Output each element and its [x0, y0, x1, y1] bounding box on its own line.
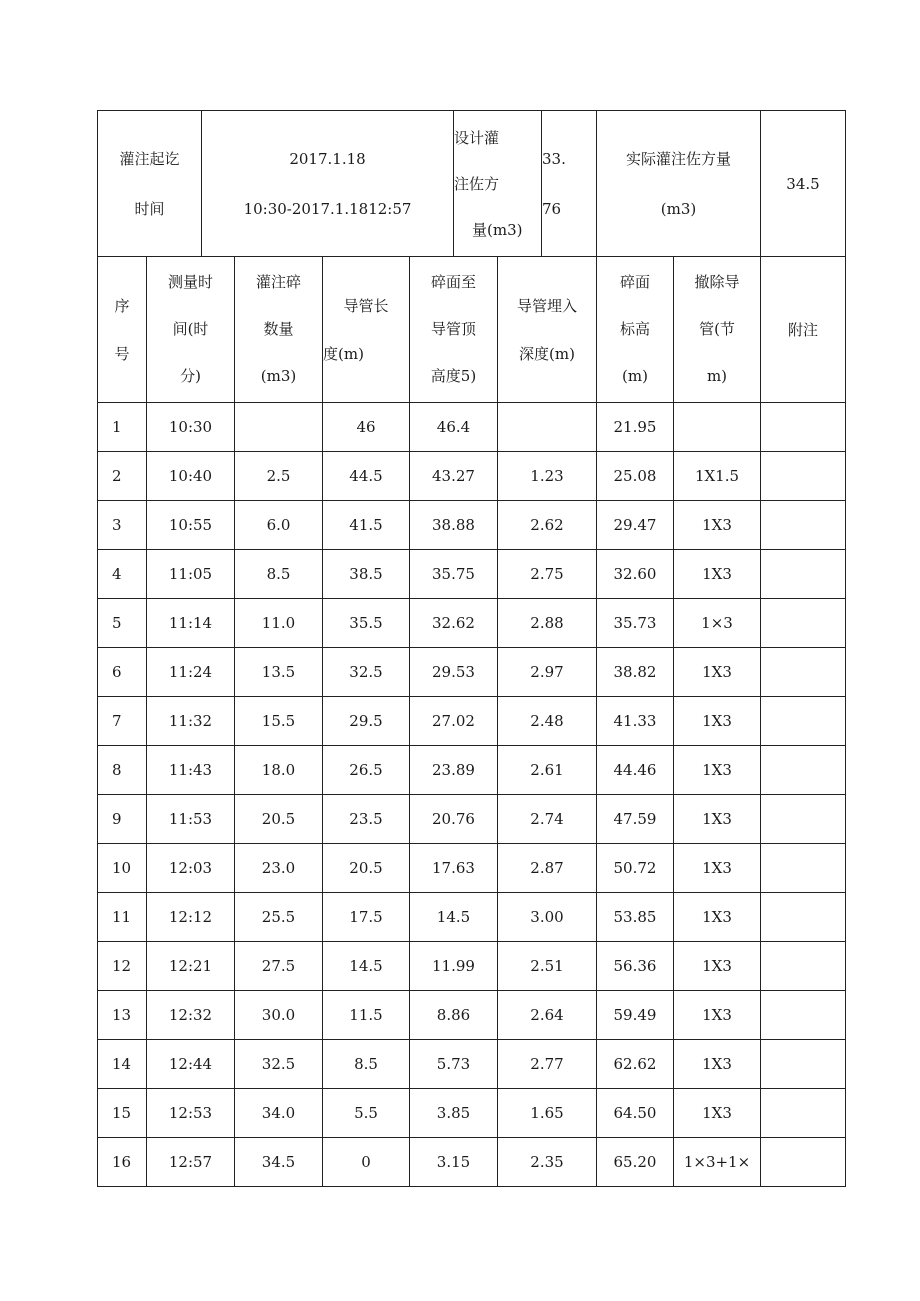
cell-height: 27.02: [410, 697, 498, 746]
summary-row: [98, 111, 846, 257]
cell-pipe-length: 0: [323, 1138, 410, 1187]
cell-height: 23.89: [410, 746, 498, 795]
cell-note: [761, 942, 846, 991]
cell-elevation: 50.72: [597, 844, 674, 893]
table-row: [98, 942, 846, 991]
cell-volume: [235, 403, 323, 452]
cell-removed: 1X3: [674, 501, 761, 550]
table-row: [98, 648, 846, 697]
actual-volume-label: [597, 111, 761, 257]
actual-volume-label-line: 实际灌注佐方量: [625, 149, 731, 168]
cell-note: [761, 452, 846, 501]
cell-removed: 1X1.5: [674, 452, 761, 501]
cell-pipe-length: 20.5: [323, 844, 410, 893]
cell-depth: 2.48: [498, 697, 597, 746]
actual-volume-value: 34.5: [761, 111, 846, 257]
cell-height: 14.5: [410, 893, 498, 942]
cell-pipe-length: 14.5: [323, 942, 410, 991]
cell-volume: 13.5: [235, 648, 323, 697]
cell-removed: 1X3: [674, 795, 761, 844]
pour-time-value-line: 10:30-2017.1.1812:57: [243, 199, 412, 218]
table-row: [98, 599, 846, 648]
cell-time: 12:32: [147, 991, 235, 1040]
cell-note: [761, 403, 846, 452]
col-header-line: 测量时: [167, 273, 213, 291]
cell-elevation: 29.47: [597, 501, 674, 550]
cell-removed: [674, 403, 761, 452]
cell-seq: 5: [98, 599, 147, 648]
table-row: [98, 452, 846, 501]
cell-elevation: 32.60: [597, 550, 674, 599]
cell-height: 20.76: [410, 795, 498, 844]
cell-seq: 10: [98, 844, 147, 893]
cell-removed: 1X3: [674, 746, 761, 795]
cell-volume: 27.5: [235, 942, 323, 991]
cell-removed: 1X3: [674, 697, 761, 746]
col-header-height: [410, 257, 498, 403]
cell-pipe-length: 35.5: [323, 599, 410, 648]
col-header-line: 导管长: [343, 296, 389, 315]
cell-time: 10:55: [147, 501, 235, 550]
col-header-time: [147, 257, 235, 403]
cell-removed: 1X3: [674, 844, 761, 893]
cell-seq: 14: [98, 1040, 147, 1089]
cell-removed: 1X3: [674, 942, 761, 991]
cell-height: 46.4: [410, 403, 498, 452]
cell-seq: 15: [98, 1089, 147, 1138]
col-header-line: 深度(m): [519, 344, 575, 363]
cell-removed: 1X3: [674, 648, 761, 697]
cell-elevation: 59.49: [597, 991, 674, 1040]
cell-time: 12:21: [147, 942, 235, 991]
design-volume-value: [542, 111, 597, 257]
cell-removed: 1×3: [674, 599, 761, 648]
cell-time: 11:43: [147, 746, 235, 795]
cell-note: [761, 1138, 846, 1187]
col-header-line: (m3): [260, 367, 297, 385]
cell-volume: 32.5: [235, 1040, 323, 1089]
cell-depth: 2.51: [498, 942, 597, 991]
cell-elevation: 65.20: [597, 1138, 674, 1187]
table-row: [98, 795, 846, 844]
cell-elevation: 53.85: [597, 893, 674, 942]
col-header-line: 碎面: [619, 273, 650, 291]
cell-height: 29.53: [410, 648, 498, 697]
table-row: [98, 501, 846, 550]
table-row: [98, 991, 846, 1040]
cell-elevation: 38.82: [597, 648, 674, 697]
cell-depth: 2.61: [498, 746, 597, 795]
cell-pipe-length: 23.5: [323, 795, 410, 844]
cell-pipe-length: 29.5: [323, 697, 410, 746]
col-header-line: m): [706, 367, 728, 385]
cell-height: 43.27: [410, 452, 498, 501]
cell-depth: 2.87: [498, 844, 597, 893]
cell-elevation: 41.33: [597, 697, 674, 746]
cell-pipe-length: 41.5: [323, 501, 410, 550]
col-header-line: 序: [114, 296, 130, 315]
col-header-line: 附注: [787, 320, 818, 339]
cell-volume: 2.5: [235, 452, 323, 501]
table-row: [98, 1040, 846, 1089]
cell-time: 12:03: [147, 844, 235, 893]
cell-depth: 2.74: [498, 795, 597, 844]
cell-depth: 2.35: [498, 1138, 597, 1187]
table-row: [98, 550, 846, 599]
cell-volume: 25.5: [235, 893, 323, 942]
col-header-line: 间(时: [172, 320, 209, 338]
cell-removed: 1X3: [674, 1040, 761, 1089]
design-volume-label-line: 设计灌: [454, 128, 500, 147]
cell-removed: 1X3: [674, 893, 761, 942]
cell-height: 3.85: [410, 1089, 498, 1138]
cell-volume: 30.0: [235, 991, 323, 1040]
cell-removed: 1X3: [674, 1089, 761, 1138]
col-header-volume: [235, 257, 323, 403]
column-header-row: [98, 257, 846, 403]
record-rows: [98, 403, 846, 1187]
cell-removed: 1X3: [674, 550, 761, 599]
cell-height: 32.62: [410, 599, 498, 648]
cell-pipe-length: 8.5: [323, 1040, 410, 1089]
cell-note: [761, 795, 846, 844]
col-header-line: (m): [622, 367, 648, 385]
cell-seq: 1: [98, 403, 147, 452]
cell-depth: 2.88: [498, 599, 597, 648]
cell-depth: [498, 403, 597, 452]
cell-note: [761, 599, 846, 648]
cell-volume: 18.0: [235, 746, 323, 795]
design-volume-label-line: 注佐方: [454, 174, 500, 193]
cell-seq: 16: [98, 1138, 147, 1187]
cell-removed: 1X3: [674, 991, 761, 1040]
cell-seq: 11: [98, 893, 147, 942]
table-row: [98, 1138, 846, 1187]
cell-pipe-length: 44.5: [323, 452, 410, 501]
cell-height: 3.15: [410, 1138, 498, 1187]
col-header-line: 高度5): [430, 367, 477, 385]
cell-depth: 2.64: [498, 991, 597, 1040]
cell-note: [761, 648, 846, 697]
col-header-line: 度(m): [323, 344, 364, 363]
cell-elevation: 47.59: [597, 795, 674, 844]
cell-time: 12:57: [147, 1138, 235, 1187]
design-volume-value-line: 76: [542, 199, 562, 218]
cell-time: 11:14: [147, 599, 235, 648]
cell-note: [761, 893, 846, 942]
summary-table: [97, 110, 846, 257]
cell-note: [761, 501, 846, 550]
cell-time: 11:24: [147, 648, 235, 697]
col-header-elevation: [597, 257, 674, 403]
cell-time: 12:12: [147, 893, 235, 942]
col-header-pipe-length: [323, 257, 410, 403]
design-volume-label-line: 量(m3): [472, 220, 523, 239]
col-header-line: 碎面至: [430, 273, 476, 291]
col-header-line: 数量: [263, 320, 294, 338]
cell-height: 5.73: [410, 1040, 498, 1089]
cell-note: [761, 1089, 846, 1138]
cell-volume: 11.0: [235, 599, 323, 648]
table-row: [98, 403, 846, 452]
cell-seq: 12: [98, 942, 147, 991]
cell-volume: 8.5: [235, 550, 323, 599]
table-row: [98, 697, 846, 746]
cell-elevation: 25.08: [597, 452, 674, 501]
pour-time-value: [202, 111, 454, 257]
table-row: [98, 1089, 846, 1138]
col-header-removed: [674, 257, 761, 403]
cell-volume: 20.5: [235, 795, 323, 844]
col-header-note: [761, 257, 846, 403]
design-volume-value-line: 33.: [542, 149, 566, 168]
cell-pipe-length: 17.5: [323, 893, 410, 942]
cell-pipe-length: 5.5: [323, 1089, 410, 1138]
cell-height: 17.63: [410, 844, 498, 893]
cell-note: [761, 991, 846, 1040]
col-header-line: 导管埋入: [516, 296, 577, 315]
cell-pipe-length: 46: [323, 403, 410, 452]
cell-volume: 34.5: [235, 1138, 323, 1187]
cell-seq: 3: [98, 501, 147, 550]
cell-height: 8.86: [410, 991, 498, 1040]
col-header-line: 分): [180, 367, 201, 385]
col-header-line: 标高: [619, 320, 650, 338]
cell-note: [761, 844, 846, 893]
cell-volume: 34.0: [235, 1089, 323, 1138]
table-row: [98, 893, 846, 942]
col-header-line: 撤除导: [694, 273, 740, 291]
cell-volume: 15.5: [235, 697, 323, 746]
cell-seq: 13: [98, 991, 147, 1040]
design-volume-label: [454, 111, 542, 257]
cell-depth: 2.77: [498, 1040, 597, 1089]
cell-pipe-length: 11.5: [323, 991, 410, 1040]
cell-depth: 2.97: [498, 648, 597, 697]
cell-height: 11.99: [410, 942, 498, 991]
cell-seq: 7: [98, 697, 147, 746]
cell-note: [761, 1040, 846, 1089]
cell-volume: 6.0: [235, 501, 323, 550]
cell-elevation: 56.36: [597, 942, 674, 991]
cell-note: [761, 746, 846, 795]
actual-volume-label-line: (m3): [660, 199, 697, 218]
pour-time-label: [98, 111, 202, 257]
cell-depth: 1.23: [498, 452, 597, 501]
cell-pipe-length: 32.5: [323, 648, 410, 697]
table-row: [98, 844, 846, 893]
cell-elevation: 44.46: [597, 746, 674, 795]
cell-depth: 3.00: [498, 893, 597, 942]
cell-depth: 2.75: [498, 550, 597, 599]
cell-seq: 9: [98, 795, 147, 844]
cell-elevation: 21.95: [597, 403, 674, 452]
col-header-line: 导管顶: [430, 320, 476, 338]
cell-seq: 6: [98, 648, 147, 697]
cell-time: 11:53: [147, 795, 235, 844]
cell-elevation: 62.62: [597, 1040, 674, 1089]
cell-note: [761, 697, 846, 746]
col-header-line: 号: [114, 344, 130, 363]
cell-volume: 23.0: [235, 844, 323, 893]
col-header-seq: [98, 257, 147, 403]
cell-time: 10:40: [147, 452, 235, 501]
cell-depth: 2.62: [498, 501, 597, 550]
cell-time: 11:32: [147, 697, 235, 746]
table-row: [98, 746, 846, 795]
cell-time: 12:44: [147, 1040, 235, 1089]
cell-depth: 1.65: [498, 1089, 597, 1138]
cell-time: 12:53: [147, 1089, 235, 1138]
pour-time-label-line: 灌注起讫: [119, 149, 180, 168]
cell-time: 10:30: [147, 403, 235, 452]
cell-seq: 4: [98, 550, 147, 599]
cell-seq: 8: [98, 746, 147, 795]
cell-elevation: 64.50: [597, 1089, 674, 1138]
cell-removed: 1×3+1×: [674, 1138, 761, 1187]
cell-pipe-length: 38.5: [323, 550, 410, 599]
cell-elevation: 35.73: [597, 599, 674, 648]
pour-record-table: [97, 256, 846, 1187]
col-header-line: 管(节: [699, 320, 735, 338]
cell-time: 11:05: [147, 550, 235, 599]
cell-height: 38.88: [410, 501, 498, 550]
pour-time-value-line: 2017.1.18: [289, 149, 366, 168]
pour-time-label-line: 时间: [134, 199, 165, 218]
cell-note: [761, 550, 846, 599]
cell-height: 35.75: [410, 550, 498, 599]
col-header-depth: [498, 257, 597, 403]
cell-pipe-length: 26.5: [323, 746, 410, 795]
col-header-line: 灌注碎: [255, 273, 301, 291]
cell-seq: 2: [98, 452, 147, 501]
